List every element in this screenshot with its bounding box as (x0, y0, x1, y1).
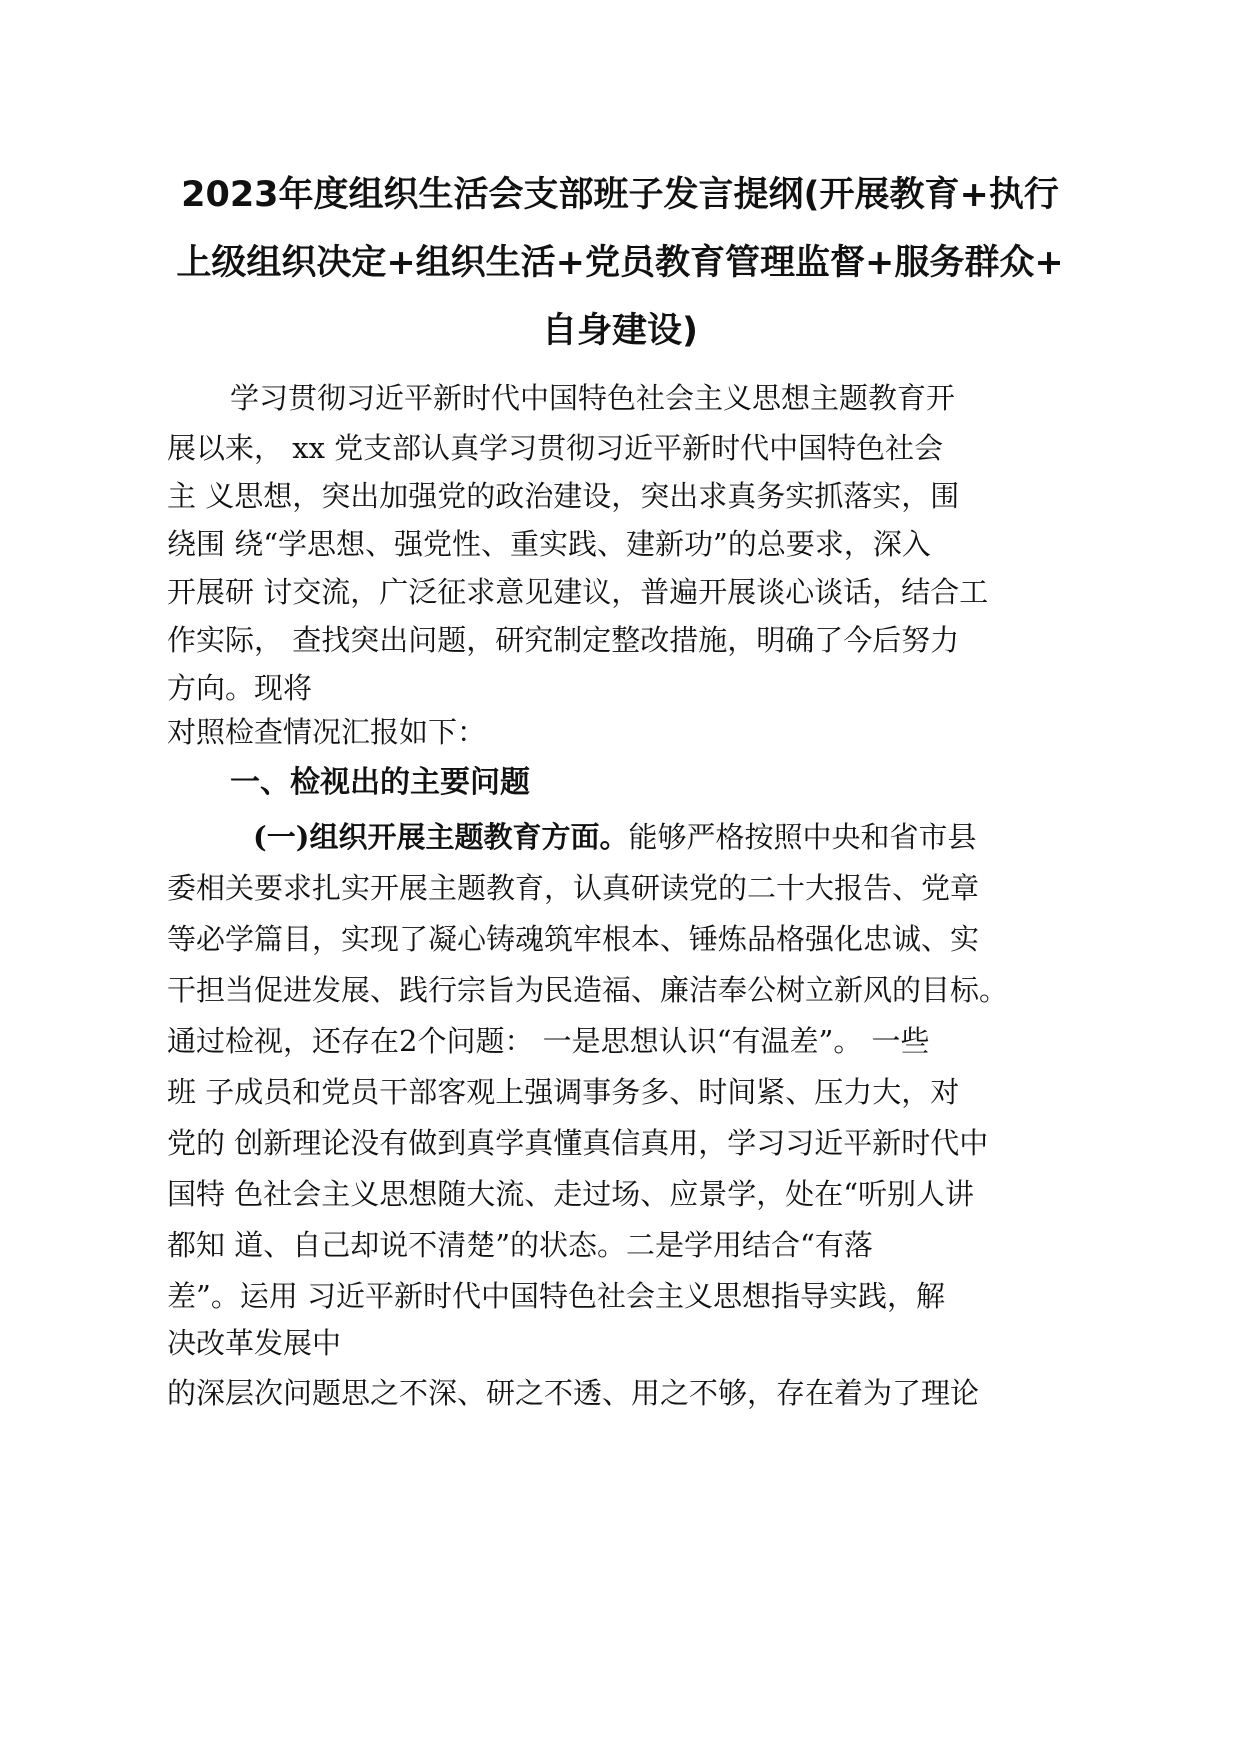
intro-line: 展以来， xx 党支部认真学习贯彻习近平新时代中国特色社会 (167, 431, 944, 465)
body-line: 国特 色社会主义思想随大流、走过场、应景学，处在“听别人讲 (167, 1177, 975, 1211)
body-line: 都知 道、自己却说不清楚”的状态。二是学用结合“有落 (167, 1228, 873, 1262)
section-heading: 一、检视出的主要问题 (230, 765, 530, 800)
intro-line: 开展研 讨交流，广泛征求意见建议，普遍开展谈心谈话，结合工 (167, 575, 989, 609)
body-line: 差”。运用 习近平新时代中国特色社会主义思想指导实践，解 (167, 1279, 946, 1313)
body-line: 通过检视，还存在2个问题： 一是思想认识“有温差”。 一些 (167, 1024, 930, 1058)
body-line: 委相关要求扎实开展主题教育，认真研读党的二十大报告、党章 (167, 871, 980, 905)
subsection-first-line (253, 818, 976, 856)
body-line: 班 子成员和党员干部客观上强调事务多、时间紧、压力大，对 (167, 1075, 960, 1109)
body-line: 的深层次问题思之不深、研之不透、用之不够，存在着为了理论 (167, 1376, 980, 1410)
intro-line: 方向。现将 (167, 671, 313, 705)
intro-line: 绕围 绕“学思想、强党性、重实践、建新功”的总要求，深入 (167, 527, 931, 561)
body-line: 决改革发展中 (167, 1326, 342, 1360)
body-line: 等必学篇目，实现了凝心铸魂筑牢根本、锤炼品格强化忠诚、实 (167, 922, 980, 956)
document-title-line-2: 上级组织决定+组织生活+党员教育管理监督+服务群众+ (176, 243, 1064, 283)
subsection-label: (一)组织开展主题教育方面。 (253, 820, 629, 854)
intro-line: 学习贯彻习近平新时代中国特色社会主义思想主题教育开 (230, 381, 956, 415)
body-line: 干担当促进发展、践行宗旨为民造福、廉洁奉公树立新风的目标。 (167, 973, 1009, 1007)
subsection-first-line-text: 能够严格按照中央和省市县 (628, 820, 977, 854)
document-title-line-1: 2023年度组织生活会支部班子发言提纲(开展教育+执行 (181, 175, 1059, 215)
document-title-line-3: 自身建设) (542, 311, 698, 351)
intro-line: 主 义思想，突出加强党的政治建设，突出求真务实抓落实，围 (167, 479, 960, 513)
body-line: 党的 创新理论没有做到真学真懂真信真用，学习习近平新时代中 (167, 1126, 989, 1160)
intro-line: 作实际， 查找突出问题，研究制定整改措施，明确了今后努力 (167, 623, 960, 657)
intro-line: 对照检查情况汇报如下： (167, 715, 487, 749)
